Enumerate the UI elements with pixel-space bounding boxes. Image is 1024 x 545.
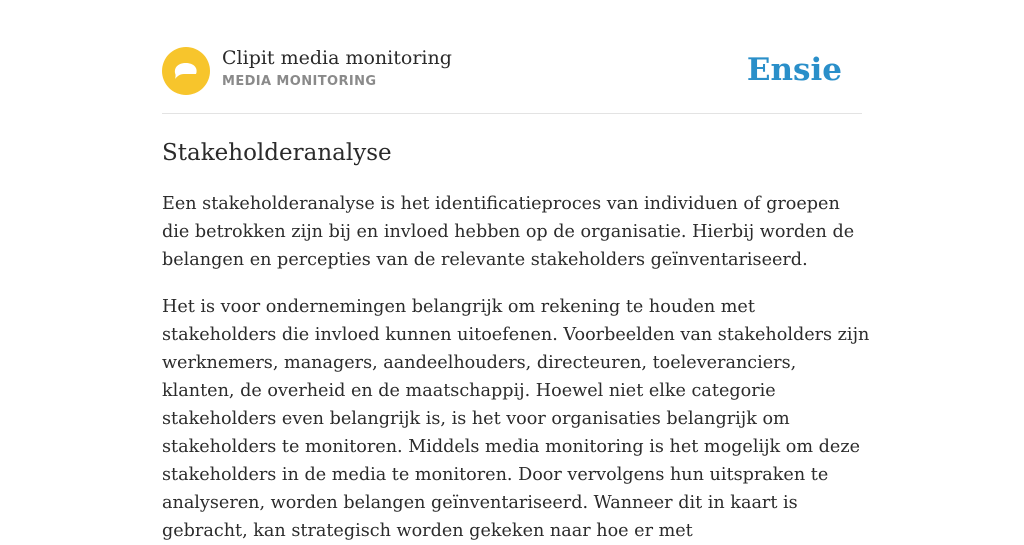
page-title: Stakeholderanalyse — [162, 140, 392, 166]
source-name[interactable]: Clipit media monitoring — [222, 47, 452, 69]
source-category: MEDIA MONITORING — [222, 74, 377, 89]
page — [162, 0, 870, 541]
paragraph-1: Een stakeholderanalyse is het identificatieproces van individuen of groepen die betrokken zijn bij en invloed hebben op de organisatie. Hierbij worden de belangen en percepties van de relevante stakeholders geïnventariseerd. — [162, 194, 855, 270]
speech-bubble-logo-icon[interactable] — [162, 47, 210, 95]
speech-bubble-icon — [162, 47, 210, 95]
header — [162, 46, 862, 114]
ensie-logo-link[interactable]: Ensie — [746, 52, 842, 88]
paragraph-2: Het is voor ondernemingen belangrijk om rekening te houden met stakeholders die invloed kunnen uitoefenen. Voorbeelden van stakeholders zijn werknemers, managers, aandeelhouders, directeuren, toeleveranciers, klanten, de overheid en de maatschappij. Hoewel niet elke categorie stakeholders even belangrijk is, is het voor organisaties belangrijk om stakeholders te monitoren. Middels media monitoring is het mogelijk om deze stakeholders in de media te monitoren. Door vervolgens hun uitspraken te analyseren, worden belangen geïnventariseerd. Wanneer dit in kaart is gebracht, kan strategisch worden gekeken naar hoe er met — [162, 297, 870, 541]
